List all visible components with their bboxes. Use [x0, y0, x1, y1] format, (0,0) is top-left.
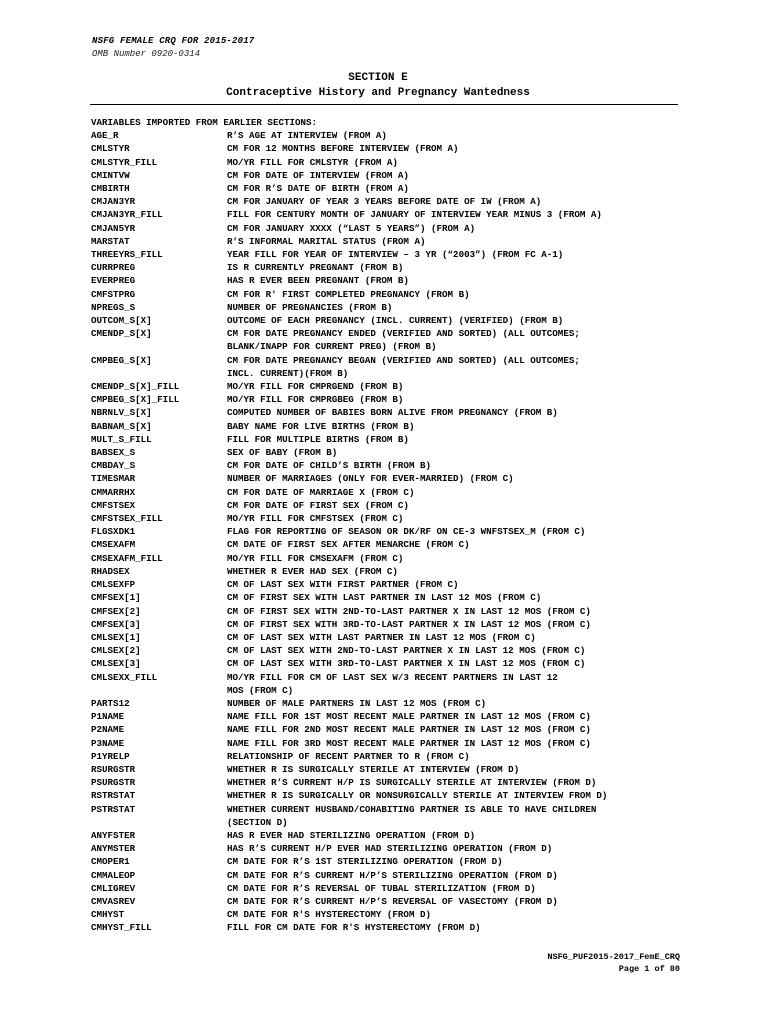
variable-row [91, 182, 701, 195]
variable-row [91, 208, 701, 221]
variable-description: CM FOR DATE OF MARRIAGE X (FROM C) [227, 486, 415, 498]
variable-row [91, 671, 701, 697]
variable-name: P2NAME [91, 724, 125, 736]
variable-name: CMSEXAFM [91, 539, 136, 551]
variable-row [91, 472, 701, 485]
variable-description: FILL FOR MULTIPLE BIRTHS (FROM B) [227, 433, 409, 445]
variable-name: CMLSEX[2] [91, 645, 141, 657]
variable-description: NUMBER OF MALE PARTNERS IN LAST 12 MOS (FROM C) [227, 697, 487, 709]
variable-name: P1NAME [91, 711, 125, 723]
variable-description: CM DATE FOR R’S 1ST STERILIZING OPERATION (FROM D) [227, 856, 503, 868]
variable-name: CMOPER1 [91, 856, 130, 868]
variable-description: R’S AGE AT INTERVIEW (FROM A) [227, 130, 387, 142]
variable-description: COMPUTED NUMBER OF BABIES BORN ALIVE FROM PREGNANCY (FROM B) [227, 407, 558, 419]
variable-name: ANYMSTER [91, 843, 136, 855]
variable-name: CMPBEG_S[X]_FILL [91, 394, 180, 406]
variable-description: CM DATE FOR R'S HYSTERECTOMY (FROM D) [227, 909, 431, 921]
variable-description: HAS R EVER BEEN PREGNANT (FROM B) [227, 275, 409, 287]
variable-description: MO/YR FILL FOR CMFSTSEX (FROM C) [227, 513, 404, 525]
variable-description: CM DATE FOR R’S CURRENT H/P’S REVERSAL OF VASECTOMY (FROM D) [227, 895, 558, 907]
variable-name: CMLSEX[3] [91, 658, 141, 670]
variable-description: FILL FOR CM DATE FOR R'S HYSTERECTOMY (FROM D) [227, 922, 481, 934]
variable-row [91, 921, 701, 934]
variable-rows [91, 129, 701, 934]
variable-name: ANYFSTER [91, 829, 136, 841]
variable-row [91, 538, 701, 551]
variable-description: CM OF LAST SEX WITH LAST PARTNER IN LAST 12 MOS (FROM C) [227, 631, 536, 643]
variable-row [91, 829, 701, 842]
variable-row [91, 274, 701, 287]
variable-description: HAS R EVER HAD STERILIZING OPERATION (FROM D) [227, 829, 476, 841]
variable-description: MO/YR FILL FOR CMPRGEND (FROM B) [227, 381, 404, 393]
variable-name: CMFSTSEX [91, 499, 136, 511]
footer-page-number: Page 1 of 80 [618, 964, 680, 974]
variable-name: MARSTAT [91, 235, 130, 247]
variable-description: CM FOR JANUARY XXXX (“LAST 5 YEARS”) (FROM A) [227, 222, 476, 234]
variable-description: SEX OF BABY (FROM B) [227, 447, 338, 459]
variable-name: THREEYRS_FILL [91, 249, 163, 261]
variable-name: CMFSTPRG [91, 288, 136, 300]
variable-name: TIMESMAR [91, 473, 136, 485]
variable-description: CM FOR JANUARY OF YEAR 3 YEARS BEFORE DATE OF IW (FROM A) [227, 196, 542, 208]
variable-description: MO/YR FILL FOR CMSEXAFM (FROM C) [227, 552, 404, 564]
variable-row [91, 882, 701, 895]
variable-name: CMFSEX[2] [91, 605, 141, 617]
variable-row [91, 393, 701, 406]
variable-name: NBRNLV_S[X] [91, 407, 152, 419]
variable-description: RELATIONSHIP OF RECENT PARTNER TO R (FROM C) [227, 750, 470, 762]
variable-row [91, 261, 701, 274]
variable-row [91, 406, 701, 419]
variable-description: MO/YR FILL FOR CMLSTYR (FROM A) [227, 156, 398, 168]
variable-name: P3NAME [91, 737, 125, 749]
variable-name: CMJAN5YR [91, 222, 136, 234]
variable-row [91, 552, 701, 565]
variable-name: BABNAM_S[X] [91, 420, 152, 432]
variable-description: WHETHER R EVER HAD SEX (FROM C) [227, 565, 398, 577]
variable-name: FLGSXDK1 [91, 526, 136, 538]
variable-description: R’S INFORMAL MARITAL STATUS (FROM A) [227, 235, 426, 247]
variable-description: WHETHER R IS SURGICALLY STERILE AT INTERVIEW (FROM D) [227, 763, 520, 775]
variable-row [91, 737, 701, 750]
variable-description: CM FOR DATE OF CHILD’S BIRTH (FROM B) [227, 460, 431, 472]
variable-name: CMJAN3YR [91, 196, 136, 208]
section-divider [90, 104, 678, 105]
variable-row [91, 235, 701, 248]
variable-name: CMENDP_S[X] [91, 328, 152, 340]
variable-row [91, 855, 701, 868]
variable-row [91, 248, 701, 261]
variable-name: PSURGSTR [91, 777, 136, 789]
variable-row [91, 314, 701, 327]
variable-description: CM FOR 12 MONTHS BEFORE INTERVIEW (FROM A) [227, 143, 459, 155]
variable-name: CMFSEX[1] [91, 592, 141, 604]
variable-row [91, 697, 701, 710]
variable-row [91, 631, 701, 644]
variable-name: EVERPREG [91, 275, 136, 287]
variable-name: CMHYST_FILL [91, 922, 152, 934]
variable-row [91, 142, 701, 155]
variable-name: CMMARRHX [91, 486, 136, 498]
variable-name: CMLSTYR_FILL [91, 156, 158, 168]
variable-name: PARTS12 [91, 697, 130, 709]
variable-description: CM OF FIRST SEX WITH 3RD-TO-LAST PARTNER X IN LAST 12 MOS (FROM C) [227, 618, 591, 630]
variable-name: CMLIGREV [91, 882, 136, 894]
variable-name: CURRPREG [91, 262, 136, 274]
variable-name: AGE_R [91, 130, 119, 142]
variable-row [91, 578, 701, 591]
variable-description: CM DATE OF FIRST SEX AFTER MENARCHE (FROM C) [227, 539, 470, 551]
variable-row [91, 169, 701, 182]
variable-name: CMHYST [91, 909, 125, 921]
variable-row [91, 288, 701, 301]
variable-description: CM FOR R’S DATE OF BIRTH (FROM A) [227, 183, 409, 194]
variable-description: CM FOR DATE PREGNANCY BEGAN (VERIFIED AND SORTED) (ALL OUTCOMES; INCL. CURRENT)(FROM B) [227, 354, 580, 379]
variable-name: CMLSEXFP [91, 579, 136, 591]
variable-row [91, 644, 701, 657]
variable-description: CM FOR DATE OF FIRST SEX (FROM C) [227, 499, 409, 511]
variable-description: CM OF LAST SEX WITH 3RD-TO-LAST PARTNER X IN LAST 12 MOS (FROM C) [227, 658, 586, 670]
variable-description: MO/YR FILL FOR CM OF LAST SEX W/3 RECENT PARTNERS IN LAST 12 MOS (FROM C) [227, 671, 558, 696]
variable-row [91, 750, 701, 763]
variable-row [91, 380, 701, 393]
variable-row [91, 657, 701, 670]
variable-name: CMINTVW [91, 169, 130, 181]
document-header-title: NSFG FEMALE CRQ FOR 2015-2017 [92, 36, 255, 46]
variables-heading: VARIABLES IMPORTED FROM EARLIER SECTIONS: [91, 117, 318, 128]
variable-name: RHADSEX [91, 565, 130, 577]
variable-name: CMPBEG_S[X] [91, 354, 152, 366]
omb-number: OMB Number 0920-0314 [92, 49, 201, 59]
variables-list [91, 116, 701, 935]
variable-description: CM OF FIRST SEX WITH LAST PARTNER IN LAST 12 MOS (FROM C) [227, 592, 542, 604]
variable-row [91, 723, 701, 736]
variable-row [91, 486, 701, 499]
section-title: SECTION E [348, 72, 408, 84]
variable-description: WHETHER CURRENT HUSBAND/COHABITING PARTNER IS ABLE TO HAVE CHILDREN (SECTION D) [227, 803, 597, 828]
variable-description: NAME FILL FOR 3RD MOST RECENT MALE PARTNER IN LAST 12 MOS (FROM C) [227, 737, 591, 749]
variable-description: NAME FILL FOR 2ND MOST RECENT MALE PARTNER IN LAST 12 MOS (FROM C) [227, 724, 591, 736]
variable-name: RSTRSTAT [91, 790, 136, 802]
variable-name: CMBDAY_S [91, 460, 136, 472]
variable-description: WHETHER R’S CURRENT H/P IS SURGICALLY STERILE AT INTERVIEW (FROM D) [227, 777, 597, 789]
variable-row [91, 565, 701, 578]
variable-name: CMLSEX[1] [91, 631, 141, 643]
variable-description: FILL FOR CENTURY MONTH OF JANUARY OF INTERVIEW YEAR MINUS 3 (FROM A) [227, 209, 602, 221]
variable-row [91, 499, 701, 512]
variable-row [91, 301, 701, 314]
variable-row [91, 908, 701, 921]
variable-row [91, 129, 701, 142]
variable-description: OUTCOME OF EACH PREGNANCY (INCL. CURRENT) (VERIFIED) (FROM B) [227, 315, 564, 327]
variable-row [91, 525, 701, 538]
variable-row [91, 433, 701, 446]
variable-row [91, 420, 701, 433]
variable-description: YEAR FILL FOR YEAR OF INTERVIEW – 3 YR (“2003”) (FROM FC A-1) [227, 249, 564, 261]
section-subtitle: Contraceptive History and Pregnancy Wantedness [226, 87, 530, 99]
variable-name: MULT_S_FILL [91, 433, 152, 445]
variable-name: CMFSEX[3] [91, 618, 141, 630]
variable-row [91, 446, 701, 459]
variable-name: CMSEXAFM_FILL [91, 552, 163, 564]
variable-row [91, 354, 701, 380]
variable-name: CMLSTYR [91, 143, 130, 155]
variable-row [91, 222, 701, 235]
variable-name: CMMALEOP [91, 869, 136, 881]
variable-name: P1YRELP [91, 750, 130, 762]
variable-row [91, 776, 701, 789]
variable-description: CM FOR DATE PREGNANCY ENDED (VERIFIED AND SORTED) (ALL OUTCOMES; BLANK/INAPP FOR CURRENT PREG) (FROM B) [227, 328, 580, 353]
variable-row [91, 156, 701, 169]
variable-row [91, 895, 701, 908]
variable-row [91, 327, 701, 353]
variable-description: BABY NAME FOR LIVE BIRTHS (FROM B) [227, 420, 415, 432]
variable-name: CMVASREV [91, 895, 136, 907]
variable-description: NAME FILL FOR 1ST MOST RECENT MALE PARTNER IN LAST 12 MOS (FROM C) [227, 711, 591, 723]
variable-description: CM FOR R' FIRST COMPLETED PREGNANCY (FROM B) [227, 288, 470, 300]
variable-row [91, 512, 701, 525]
variable-row [91, 195, 701, 208]
variable-description: CM DATE FOR R’S REVERSAL OF TUBAL STERILIZATION (FROM D) [227, 882, 536, 894]
variable-name: CMFSTSEX_FILL [91, 513, 163, 525]
variable-row [91, 842, 701, 855]
variable-name: OUTCOM_S[X] [91, 315, 152, 327]
variable-description: WHETHER R IS SURGICALLY OR NONSURGICALLY STERILE AT INTERVIEW FROM D) [227, 790, 608, 802]
variable-name: NPREGS_S [91, 301, 136, 313]
variable-row [91, 789, 701, 802]
variable-description: HAS R’S CURRENT H/P EVER HAD STERILIZING OPERATION (FROM D) [227, 843, 553, 855]
variable-description: CM OF FIRST SEX WITH 2ND-TO-LAST PARTNER X IN LAST 12 MOS (FROM C) [227, 605, 591, 617]
variable-name: CMBIRTH [91, 183, 130, 194]
variable-row [91, 605, 701, 618]
variable-name: PSTRSTAT [91, 803, 136, 815]
variable-row [91, 763, 701, 776]
variable-description: CM OF LAST SEX WITH 2ND-TO-LAST PARTNER X IN LAST 12 MOS (FROM C) [227, 645, 586, 657]
variable-name: CMJAN3YR_FILL [91, 209, 163, 221]
variable-row [91, 618, 701, 631]
variable-description: CM OF LAST SEX WITH FIRST PARTNER (FROM C) [227, 579, 459, 591]
variable-name: RSURGSTR [91, 763, 136, 775]
variable-description: NUMBER OF PREGNANCIES (FROM B) [227, 301, 393, 313]
variable-name: BABSEX_S [91, 447, 136, 459]
variable-description: MO/YR FILL FOR CMPRGBEG (FROM B) [227, 394, 404, 406]
variable-row [91, 591, 701, 604]
variable-name: CMENDP_S[X]_FILL [91, 381, 180, 393]
variable-row [91, 803, 701, 829]
variable-description: NUMBER OF MARRIAGES (ONLY FOR EVER-MARRIED) (FROM C) [227, 473, 514, 485]
variable-description: CM FOR DATE OF INTERVIEW (FROM A) [227, 169, 409, 181]
variable-description: FLAG FOR REPORTING OF SEASON OR DK/RF ON CE-3 WNFSTSEX_M (FROM C) [227, 526, 586, 538]
variable-description: IS R CURRENTLY PREGNANT (FROM B) [227, 262, 404, 274]
variable-row [91, 459, 701, 472]
variable-row [91, 710, 701, 723]
variable-name: CMLSEXX_FILL [91, 671, 158, 683]
footer-document-id: NSFG_PUF2015-2017_FemE_CRQ [547, 952, 680, 962]
variable-description: CM DATE FOR R’S CURRENT H/P’S STERILIZING OPERATION (FROM D) [227, 869, 558, 881]
variable-row [91, 869, 701, 882]
